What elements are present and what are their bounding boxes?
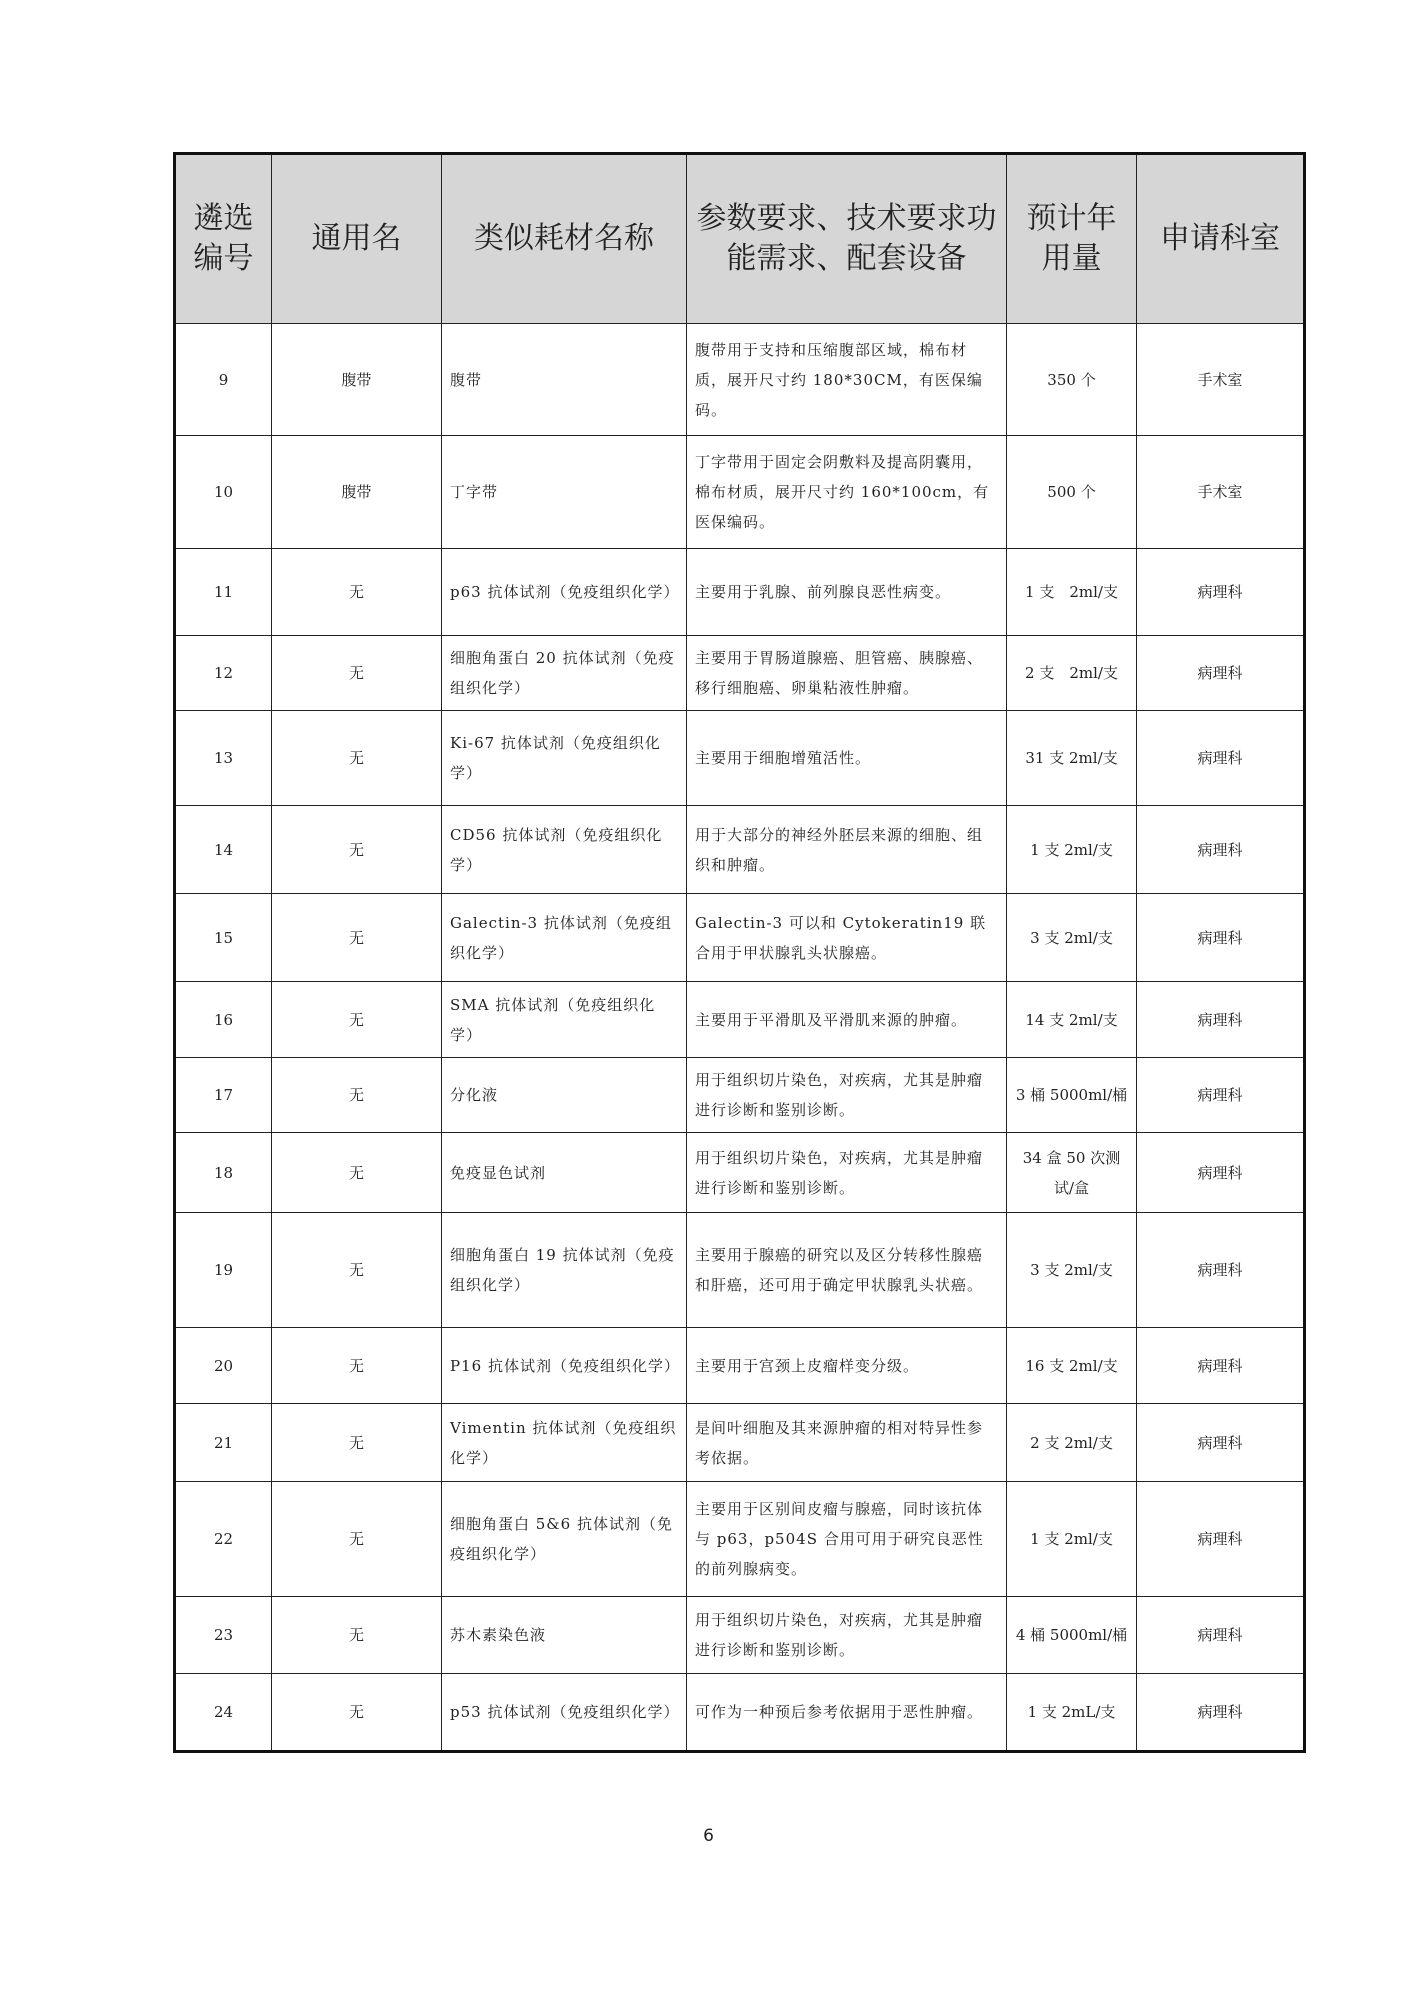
header-requirements: 参数要求、技术要求功能需求、配套设备: [687, 154, 1007, 324]
cell-requirements: 用于组织切片染色，对疾病，尤其是肿瘤进行诊断和鉴别诊断。: [687, 1133, 1007, 1213]
cell-number: 21: [175, 1404, 272, 1482]
cell-generic-name: 无: [272, 1482, 442, 1597]
cell-consumable-name: 分化液: [442, 1058, 687, 1133]
cell-annual-usage: 3 支 2ml/支: [1007, 894, 1137, 982]
cell-department: 病理科: [1137, 1058, 1305, 1133]
cell-department: 病理科: [1137, 1597, 1305, 1674]
cell-consumable-name: 细胞角蛋白 5&6 抗体试剂（免疫组织化学）: [442, 1482, 687, 1597]
table-row: [175, 324, 1305, 436]
cell-consumable-name: 腹带: [442, 324, 687, 436]
cell-requirements: 主要用于平滑肌及平滑肌来源的肿瘤。: [687, 982, 1007, 1058]
cell-consumable-name: 免疫显色试剂: [442, 1133, 687, 1213]
cell-consumable-name: SMA 抗体试剂（免疫组织化学）: [442, 982, 687, 1058]
table-body: [175, 324, 1305, 1752]
table-row: [175, 1328, 1305, 1404]
table-row: [175, 1213, 1305, 1328]
cell-department: 病理科: [1137, 894, 1305, 982]
cell-annual-usage: 3 桶 5000ml/桶: [1007, 1058, 1137, 1133]
cell-department: 病理科: [1137, 549, 1305, 636]
cell-annual-usage: 2 支 2ml/支: [1007, 636, 1137, 711]
cell-generic-name: 无: [272, 549, 442, 636]
page-number: 6: [703, 1826, 714, 1846]
cell-generic-name: 无: [272, 894, 442, 982]
table-row: [175, 1482, 1305, 1597]
cell-annual-usage: 350 个: [1007, 324, 1137, 436]
cell-annual-usage: 16 支 2ml/支: [1007, 1328, 1137, 1404]
cell-annual-usage: 1 支 2ml/支: [1007, 806, 1137, 894]
cell-number: 15: [175, 894, 272, 982]
cell-generic-name: 腹带: [272, 436, 442, 549]
table-row: [175, 1133, 1305, 1213]
cell-number: 10: [175, 436, 272, 549]
header-applying-department: 申请科室: [1137, 154, 1305, 324]
table-row: [175, 636, 1305, 711]
cell-generic-name: 无: [272, 1328, 442, 1404]
cell-department: 病理科: [1137, 1404, 1305, 1482]
cell-generic-name: 无: [272, 1404, 442, 1482]
cell-consumable-name: 丁字带: [442, 436, 687, 549]
table-row: [175, 436, 1305, 549]
cell-requirements: 主要用于乳腺、前列腺良恶性病变。: [687, 549, 1007, 636]
cell-annual-usage: 500 个: [1007, 436, 1137, 549]
table-header-row: [175, 154, 1305, 324]
table-row: [175, 894, 1305, 982]
header-selection-number: 遴选编号: [175, 154, 272, 324]
cell-department: 手术室: [1137, 324, 1305, 436]
consumables-table: [173, 152, 1306, 1753]
cell-consumable-name: Ki-67 抗体试剂（免疫组织化学）: [442, 711, 687, 806]
cell-requirements: 用于大部分的神经外胚层来源的细胞、组织和肿瘤。: [687, 806, 1007, 894]
cell-department: 手术室: [1137, 436, 1305, 549]
cell-number: 9: [175, 324, 272, 436]
cell-generic-name: 腹带: [272, 324, 442, 436]
table-row: [175, 711, 1305, 806]
cell-number: 20: [175, 1328, 272, 1404]
cell-number: 13: [175, 711, 272, 806]
cell-consumable-name: CD56 抗体试剂（免疫组织化学）: [442, 806, 687, 894]
cell-number: 16: [175, 982, 272, 1058]
cell-department: 病理科: [1137, 1482, 1305, 1597]
header-similar-consumable-name: 类似耗材名称: [442, 154, 687, 324]
cell-number: 11: [175, 549, 272, 636]
cell-department: 病理科: [1137, 1328, 1305, 1404]
cell-consumable-name: Galectin-3 抗体试剂（免疫组织化学）: [442, 894, 687, 982]
cell-annual-usage: 4 桶 5000ml/桶: [1007, 1597, 1137, 1674]
cell-generic-name: 无: [272, 1058, 442, 1133]
cell-generic-name: 无: [272, 806, 442, 894]
cell-consumable-name: Vimentin 抗体试剂（免疫组织化学）: [442, 1404, 687, 1482]
cell-number: 14: [175, 806, 272, 894]
table-row: [175, 549, 1305, 636]
cell-number: 18: [175, 1133, 272, 1213]
table-row: [175, 982, 1305, 1058]
cell-annual-usage: 1 支 2mL/支: [1007, 1674, 1137, 1752]
table-row: [175, 1597, 1305, 1674]
cell-generic-name: 无: [272, 711, 442, 806]
cell-generic-name: 无: [272, 982, 442, 1058]
cell-department: 病理科: [1137, 1213, 1305, 1328]
cell-requirements: 是间叶细胞及其来源肿瘤的相对特异性参考依据。: [687, 1404, 1007, 1482]
cell-department: 病理科: [1137, 711, 1305, 806]
cell-annual-usage: 2 支 2ml/支: [1007, 1404, 1137, 1482]
table-row: [175, 1404, 1305, 1482]
cell-consumable-name: 细胞角蛋白 19 抗体试剂（免疫组织化学）: [442, 1213, 687, 1328]
cell-generic-name: 无: [272, 1133, 442, 1213]
cell-requirements: 用于组织切片染色，对疾病，尤其是肿瘤进行诊断和鉴别诊断。: [687, 1058, 1007, 1133]
header-generic-name: 通用名: [272, 154, 442, 324]
cell-department: 病理科: [1137, 806, 1305, 894]
cell-requirements: 腹带用于支持和压缩腹部区域，棉布材质，展开尺寸约 180*30CM，有医保编码。: [687, 324, 1007, 436]
cell-requirements: 主要用于细胞增殖活性。: [687, 711, 1007, 806]
cell-requirements: 用于组织切片染色，对疾病，尤其是肿瘤进行诊断和鉴别诊断。: [687, 1597, 1007, 1674]
cell-requirements: 可作为一种预后参考依据用于恶性肿瘤。: [687, 1674, 1007, 1752]
cell-annual-usage: 1 支 2ml/支: [1007, 1482, 1137, 1597]
cell-number: 22: [175, 1482, 272, 1597]
cell-consumable-name: p63 抗体试剂（免疫组织化学）: [442, 549, 687, 636]
table-row: [175, 806, 1305, 894]
cell-generic-name: 无: [272, 1597, 442, 1674]
cell-department: 病理科: [1137, 636, 1305, 711]
cell-generic-name: 无: [272, 636, 442, 711]
cell-requirements: 主要用于区别间皮瘤与腺癌，同时该抗体与 p63，p504S 合用可用于研究良恶性的前列腺病变。: [687, 1482, 1007, 1597]
cell-requirements: 主要用于胃肠道腺癌、胆管癌、胰腺癌、移行细胞癌、卵巢粘液性肿瘤。: [687, 636, 1007, 711]
cell-annual-usage: 1 支 2ml/支: [1007, 549, 1137, 636]
cell-consumable-name: 细胞角蛋白 20 抗体试剂（免疫组织化学）: [442, 636, 687, 711]
cell-consumable-name: P16 抗体试剂（免疫组织化学）: [442, 1328, 687, 1404]
table-row: [175, 1674, 1305, 1752]
cell-annual-usage: 3 支 2ml/支: [1007, 1213, 1137, 1328]
cell-annual-usage: 31 支 2ml/支: [1007, 711, 1137, 806]
document-sheet: [173, 152, 1303, 1753]
cell-requirements: 丁字带用于固定会阴敷料及提高阴囊用，棉布材质，展开尺寸约 160*100cm，有医保编码。: [687, 436, 1007, 549]
cell-number: 12: [175, 636, 272, 711]
cell-annual-usage: 14 支 2ml/支: [1007, 982, 1137, 1058]
cell-generic-name: 无: [272, 1213, 442, 1328]
cell-consumable-name: p53 抗体试剂（免疫组织化学）: [442, 1674, 687, 1752]
cell-department: 病理科: [1137, 982, 1305, 1058]
cell-requirements: 主要用于宫颈上皮瘤样变分级。: [687, 1328, 1007, 1404]
cell-requirements: Galectin-3 可以和 Cytokeratin19 联合用于甲状腺乳头状腺癌。: [687, 894, 1007, 982]
cell-requirements: 主要用于腺癌的研究以及区分转移性腺癌和肝癌，还可用于确定甲状腺乳头状癌。: [687, 1213, 1007, 1328]
cell-generic-name: 无: [272, 1674, 442, 1752]
cell-number: 24: [175, 1674, 272, 1752]
cell-department: 病理科: [1137, 1133, 1305, 1213]
cell-department: 病理科: [1137, 1674, 1305, 1752]
header-annual-usage: 预计年用量: [1007, 154, 1137, 324]
cell-annual-usage: 34 盒 50 次测试/盒: [1007, 1133, 1137, 1213]
cell-number: 17: [175, 1058, 272, 1133]
cell-number: 19: [175, 1213, 272, 1328]
cell-number: 23: [175, 1597, 272, 1674]
cell-consumable-name: 苏木素染色液: [442, 1597, 687, 1674]
table-row: [175, 1058, 1305, 1133]
